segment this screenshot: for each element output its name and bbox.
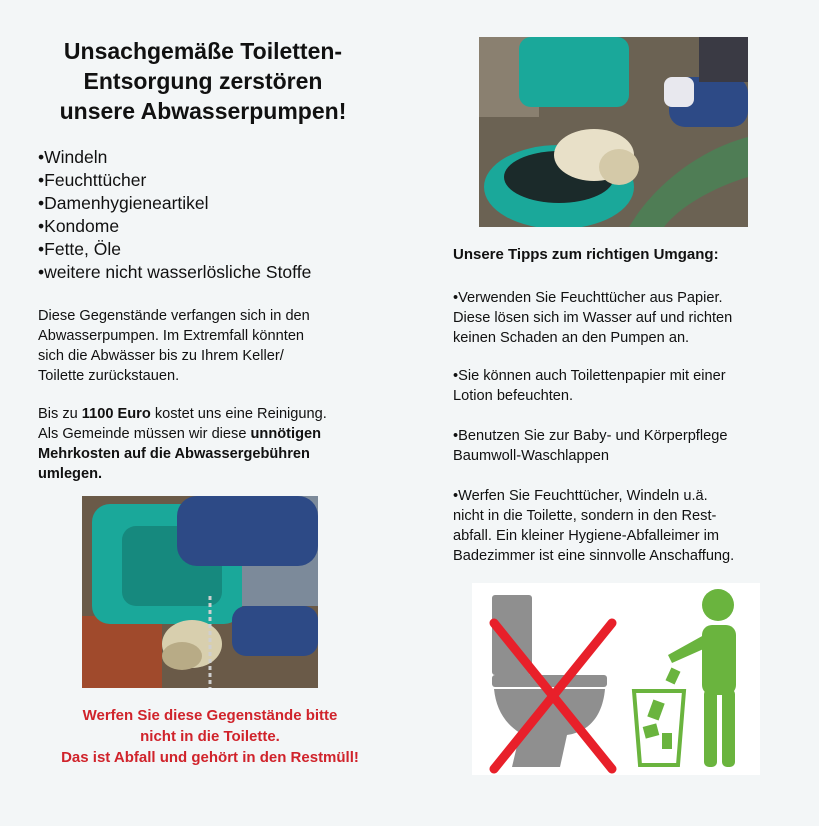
text-line: Badezimmer ist eine sinnvolle Anschaffung. <box>453 548 735 564</box>
bold-text: umlegen. <box>38 466 103 482</box>
list-item: • weitere nicht wasserlösliche Stoffe <box>38 261 311 284</box>
list-item: • Kondome <box>38 215 311 238</box>
text-line: Diese Gegenstände verfangen sich in den <box>38 308 310 324</box>
text-line: Lotion befeuchten. <box>453 388 574 404</box>
tip-item <box>453 366 783 406</box>
text-line: sich die Abwässer bis zu Ihrem Keller/ <box>38 348 284 364</box>
warning-line: Das ist Abfall und gehört in den Restmüll! <box>61 749 359 766</box>
bold-text: unnötigen <box>250 426 322 442</box>
tip-item <box>453 288 783 348</box>
disposal-pictogram <box>472 583 760 775</box>
title-line: Entsorgung zerstören <box>83 68 323 94</box>
item-list <box>38 146 311 284</box>
text-line: Baumwoll-Waschlappen <box>453 448 610 464</box>
text-line: Diese lösen sich im Wasser auf und richten <box>453 310 733 326</box>
text-line: kostet uns eine Reinigung. <box>150 406 327 422</box>
cost-amount: 1100 Euro <box>81 406 151 422</box>
page-title <box>28 36 378 126</box>
text-line: Bis zu <box>38 406 82 422</box>
pump-photo-2 <box>479 37 748 227</box>
text-line: •Verwenden Sie Feuchttücher aus Papier. <box>453 290 723 306</box>
text-line: •Werfen Sie Feuchttücher, Windeln u.ä. <box>453 488 708 504</box>
pump-photo-illustration <box>82 496 318 688</box>
pump-photo-1 <box>82 496 318 688</box>
list-item: • Windeln <box>38 146 311 169</box>
list-item: • Feuchttücher <box>38 169 311 192</box>
warning-line: nicht in die Toilette. <box>140 728 280 745</box>
tip-item <box>453 426 783 466</box>
list-item: • Fette, Öle <box>38 238 311 261</box>
trash-bin-icon <box>634 668 684 765</box>
text-line: Toilette zurückstauen. <box>38 368 180 384</box>
text-line: •Sie können auch Toilettenpapier mit einer <box>453 368 726 384</box>
warning-line: Werfen Sie diese Gegenstände bitte <box>82 707 338 724</box>
text-line: •Benutzen Sie zur Baby- und Körperpflege <box>453 428 728 444</box>
text-line: Abwasserpumpen. Im Extremfall könnten <box>38 328 305 344</box>
cost-paragraph <box>38 404 378 484</box>
pictogram-illustration <box>472 583 760 775</box>
text-line: Als Gemeinde müssen wir diese <box>38 426 251 442</box>
list-item: • Damenhygieneartikel <box>38 192 311 215</box>
clog-photo-illustration <box>479 37 748 227</box>
explanation-paragraph <box>38 306 378 386</box>
tips-heading: Unsere Tipps zum richtigen Umgang: <box>453 246 719 263</box>
text-line: abfall. Ein kleiner Hygiene-Abfalleimer im <box>453 528 720 544</box>
warning-text <box>20 705 400 768</box>
tip-item <box>453 486 783 566</box>
title-line: unsere Abwasserpumpen! <box>59 98 347 124</box>
bold-text: Mehrkosten auf die Abwassergebühren <box>38 446 310 462</box>
text-line: nicht in die Toilette, sondern in den Rest- <box>453 508 717 524</box>
title-line: Unsachgemäße Toiletten- <box>63 38 343 64</box>
text-line: keinen Schaden an den Pumpen an. <box>453 330 690 346</box>
